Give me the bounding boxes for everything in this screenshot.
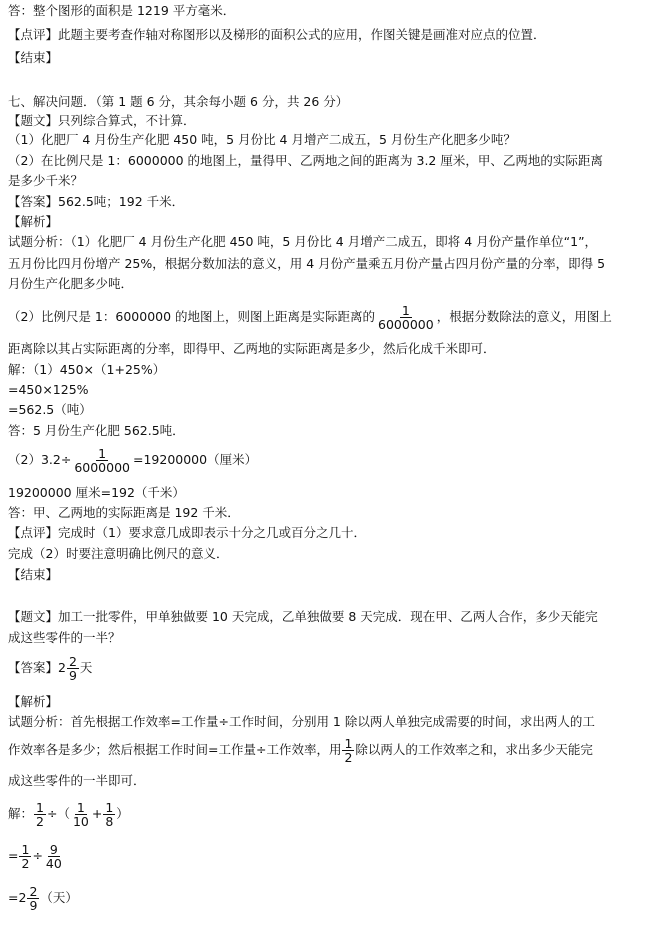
text-part: = (8, 848, 19, 863)
fraction-denominator: 2 (344, 750, 353, 765)
text-part: 除以两人的工作效率之和，求出多少天能完 (355, 742, 593, 757)
text-part: （2）比例尺是 1：6000000 的地图上，则图上距离是实际距离的 (8, 309, 376, 324)
text-part: =2 (8, 890, 27, 905)
fraction-numerator: 1 (21, 842, 30, 857)
section-heading: 七、解决问题．（第 1 题 6 分，其余每小题 6 分，共 26 分） (8, 94, 349, 109)
analysis-text: 试题分析：（1）化肥厂 4 月份生产化肥 450 吨，5 月份比 4 月增产二成五，即将 4 月份产量作单位“1”， (8, 234, 598, 249)
fraction (27, 885, 39, 912)
fraction-denominator: 2 (21, 856, 30, 871)
fraction-denominator: 6000000 (74, 460, 130, 475)
analysis-text: 距离除以其占实际距离的分率，即得甲、乙两地的实际距离是多少，然后化成千米即可． (8, 341, 496, 356)
comment-line: 完成（2）时要注意明确比例尺的意义． (8, 546, 229, 561)
fraction (71, 801, 91, 828)
solution-line: 解：（1）450×（1+25%） (8, 362, 166, 377)
fraction-numerator: 9 (49, 842, 58, 857)
text-part: 作效率各是多少；然后根据工作时间=工作量÷工作效率，用 (8, 742, 342, 757)
text-part: 【答案】2 (8, 660, 66, 675)
answer-line: 【答案】562.5吨；192 千米． (8, 194, 185, 209)
comment-line: 【点评】此题主要考查作轴对称图形以及梯形的面积公式的应用，作图关键是画准对应点的位置． (8, 27, 546, 42)
fraction-denominator: 8 (105, 814, 114, 829)
fraction-denominator: 40 (45, 856, 62, 871)
analysis-text-fraction (8, 300, 612, 334)
fraction (67, 655, 79, 682)
analysis-text: 成这些零件的一半即可． (8, 773, 146, 788)
text-part: 解： (8, 806, 34, 821)
fraction (103, 801, 115, 828)
solution-answer: 答：甲、乙两地的实际距离是 192 千米． (8, 505, 240, 520)
solution-line-fraction (8, 443, 257, 477)
text-part: （2）3.2÷ (8, 452, 72, 467)
fraction-denominator: 9 (29, 898, 38, 913)
fraction-numerator: 1 (76, 800, 85, 815)
text-part: + (91, 806, 103, 821)
question-part-2-cont: 是多少千米？ (8, 173, 84, 188)
text-part: ÷ (32, 848, 43, 863)
question-text: 【题文】只列综合算式，不计算． (8, 113, 196, 128)
fraction (19, 843, 31, 870)
answer-line (8, 651, 92, 685)
fraction-denominator: 9 (68, 668, 77, 683)
fraction (376, 304, 436, 331)
solution-line-fraction (8, 839, 65, 873)
analysis-heading: 【解析】 (8, 214, 59, 229)
fraction-numerator: 1 (36, 800, 44, 815)
comment-line: 【点评】完成时（1）要求意几成即表示十分之几或百分之几十． (8, 525, 366, 540)
question-text-cont: 成这些零件的一半？ (8, 630, 121, 645)
fraction (342, 737, 354, 764)
solution-line-fraction (8, 797, 129, 831)
solution-line: =562.5（吨） (8, 402, 92, 417)
fraction (44, 843, 64, 870)
fraction-denominator: 6000000 (378, 317, 434, 332)
fraction-numerator: 2 (68, 654, 77, 669)
end-marker: 【结束】 (8, 50, 59, 65)
text-part: ） (116, 806, 129, 821)
fraction-numerator: 1 (105, 800, 114, 815)
text-part: （天） (40, 890, 78, 905)
question-text: 【题文】加工一批零件，甲单独做要 10 天完成，乙单独做要 8 天完成．现在甲、乙两人合作，多少天能完 (8, 609, 598, 624)
analysis-text: 试题分析：首先根据工作效率=工作量÷工作时间，分别用 1 除以两人单独完成需要的时间，求出两人的工 (8, 714, 595, 729)
text-part: =19200000（厘米） (132, 452, 258, 467)
solution-line: 19200000 厘米=192（千米） (8, 485, 185, 500)
fraction-denominator: 10 (72, 814, 89, 829)
solution-answer: 答：5 月份生产化肥 562.5吨． (8, 423, 185, 438)
fraction-denominator: 2 (36, 814, 44, 829)
fraction-numerator: 1 (98, 446, 107, 461)
end-marker: 【结束】 (8, 567, 59, 582)
analysis-text: 月份生产化肥多少吨． (8, 276, 134, 291)
fraction-numerator: 1 (344, 736, 353, 751)
analysis-text: 五月份比四月份增产 25%，根据分数加法的意义，用 4 月份产量乘五月份产量占四月份产量的分率，即得 5 (8, 256, 606, 271)
text-part: 天 (79, 660, 93, 675)
fraction (72, 447, 132, 474)
question-part-2: （2）在比例尺是 1：6000000 的地图上，量得甲、乙两地之间的距离为 3.2 厘米，甲、乙两地的实际距离 (8, 153, 603, 168)
solution-line: =450×125% (8, 382, 89, 397)
fraction-numerator: 1 (401, 303, 410, 318)
analysis-text-fraction (8, 733, 593, 767)
answer-line: 答：整个图形的面积是 1219 平方毫米． (8, 3, 236, 18)
text-part: ÷（ (46, 806, 70, 821)
fraction-numerator: 2 (29, 884, 38, 899)
question-part-1: （1）化肥厂 4 月份生产化肥 450 吨，5 月份比 4 月增产二成五，5 月份生产化肥多少吨？ (8, 132, 516, 147)
analysis-heading: 【解析】 (8, 694, 59, 709)
text-part: ，根据分数除法的意义，用图上 (436, 309, 612, 324)
solution-line-fraction (8, 881, 78, 915)
fraction (34, 801, 46, 828)
